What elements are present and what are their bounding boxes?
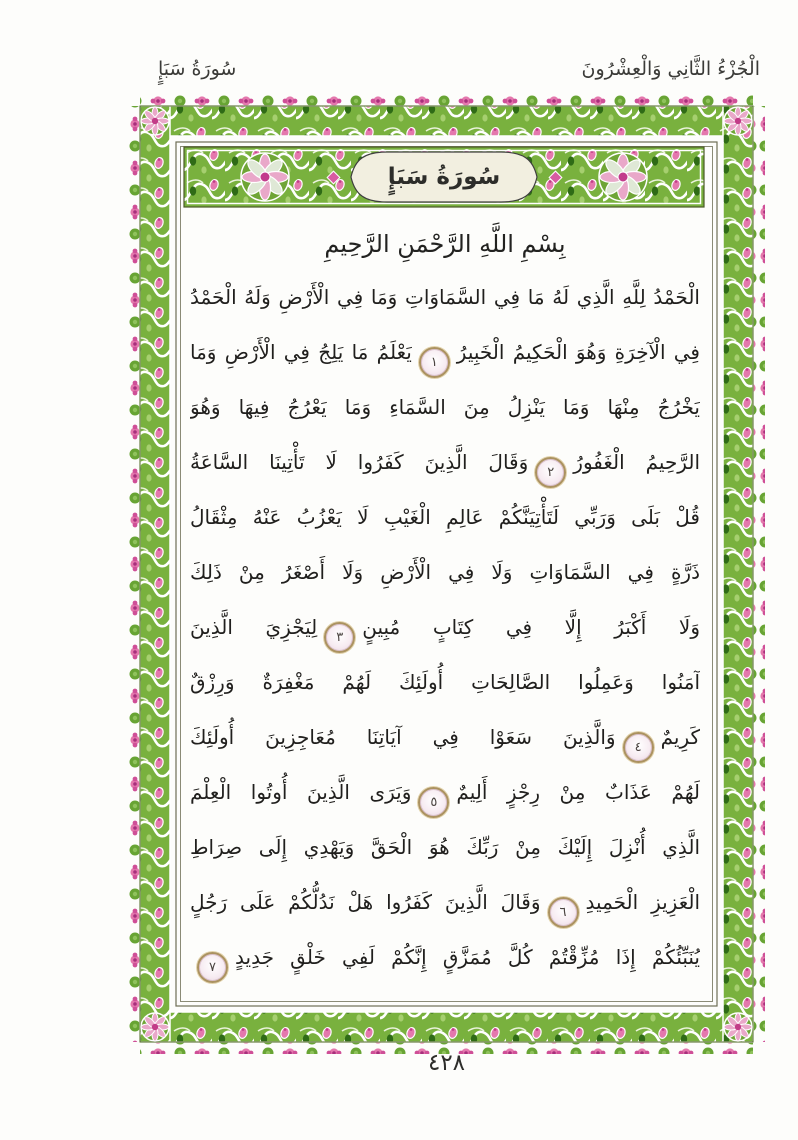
ayah-end-marker: ٤ [623, 732, 654, 763]
quran-line: آمَنُوا وَعَمِلُوا الصَّالِحَاتِ أُولَئِكَ لَهُمْ مَغْفِرَةٌ وَرِزْقٌ [190, 670, 700, 694]
quran-lines [190, 270, 700, 985]
ayah-end-marker: ٧ [197, 952, 228, 983]
juz-header-label: الْجُزْءُ الثَّانِي وَالْعِشْرُونَ [581, 58, 760, 80]
quran-text-block [190, 218, 700, 1008]
quran-line: الَّذِي أُنْزِلَ إِلَيْكَ مِنْ رَبِّكَ هُوَ الْحَقَّ وَيَهْدِي إِلَى صِرَاطِ [190, 835, 700, 859]
ayah-end-marker: ١ [419, 347, 450, 378]
quran-line: يَخْرُجُ مِنْهَا وَمَا يَنْزِلُ مِنَ السَّمَاءِ وَمَا يَعْرُجُ فِيهَا وَهُوَ [190, 395, 700, 419]
cartouche-rosette-left [241, 153, 289, 201]
page-number: ٤٢٨ [427, 1050, 466, 1076]
quran-line: فِي الْآخِرَةِ وَهُوَ الْحَكِيمُ الْخَبِيرُ١يَعْلَمُ مَا يَلِجُ فِي الْأَرْضِ وَمَا [190, 325, 700, 380]
quran-line: ذَرَّةٍ فِي السَّمَاوَاتِ وَلَا فِي الْأَرْضِ وَلَا أَصْغَرُ مِنْ ذَلِكَ [190, 560, 700, 584]
quran-line: لَهُمْ عَذَابٌ مِنْ رِجْزٍ أَلِيمٌ٥وَيَرَى الَّذِينَ أُوتُوا الْعِلْمَ [190, 765, 700, 820]
ayah-end-marker: ٣ [324, 622, 355, 653]
surah-title: سُورَةُ سَبَإٍ [387, 164, 501, 190]
quran-line: الرَّحِيمُ الْغَفُورُ٢وَقَالَ الَّذِينَ كَفَرُوا لَا تَأْتِينَا السَّاعَةُ [190, 435, 700, 490]
surah-header-label: سُورَةُ سَبَإٍ [158, 58, 237, 80]
quran-line: يُنَبِّئُكُمْ إِذَا مُزِّقْتُمْ كُلَّ مُمَزَّقٍ إِنَّكُمْ لَفِي خَلْقٍ جَدِيدٍ٧ [190, 930, 700, 985]
quran-line: كَرِيمٌ٤وَالَّذِينَ سَعَوْا فِي آيَاتِنَا مُعَاجِزِينَ أُولَئِكَ [190, 710, 700, 765]
ayah-end-marker: ٢ [535, 457, 566, 488]
basmala: بِسْمِ اللَّهِ الرَّحْمَنِ الرَّحِيمِ [324, 230, 566, 258]
ayah-end-marker: ٦ [548, 897, 579, 928]
quran-line: قُلْ بَلَى وَرَبِّي لَتَأْتِيَنَّكُمْ عَالِمِ الْغَيْبِ لَا يَعْزُبُ عَنْهُ مِثْقَالُ [190, 505, 700, 529]
quran-line: الْعَزِيزِ الْحَمِيدِ٦وَقَالَ الَّذِينَ كَفَرُوا هَلْ نَدُلُّكُمْ عَلَى رَجُلٍ [190, 875, 700, 930]
cartouche-rosette-right [599, 153, 647, 201]
quran-line: وَلَا أَكْبَرُ إِلَّا فِي كِتَابٍ مُبِينٍ٣لِيَجْزِيَ الَّذِينَ [190, 600, 700, 655]
quran-line: الْحَمْدُ لِلَّهِ الَّذِي لَهُ مَا فِي السَّمَاوَاتِ وَمَا فِي الْأَرْضِ وَلَهُ الْحَمْدُ [190, 285, 700, 309]
ayah-end-marker: ٥ [418, 787, 449, 818]
